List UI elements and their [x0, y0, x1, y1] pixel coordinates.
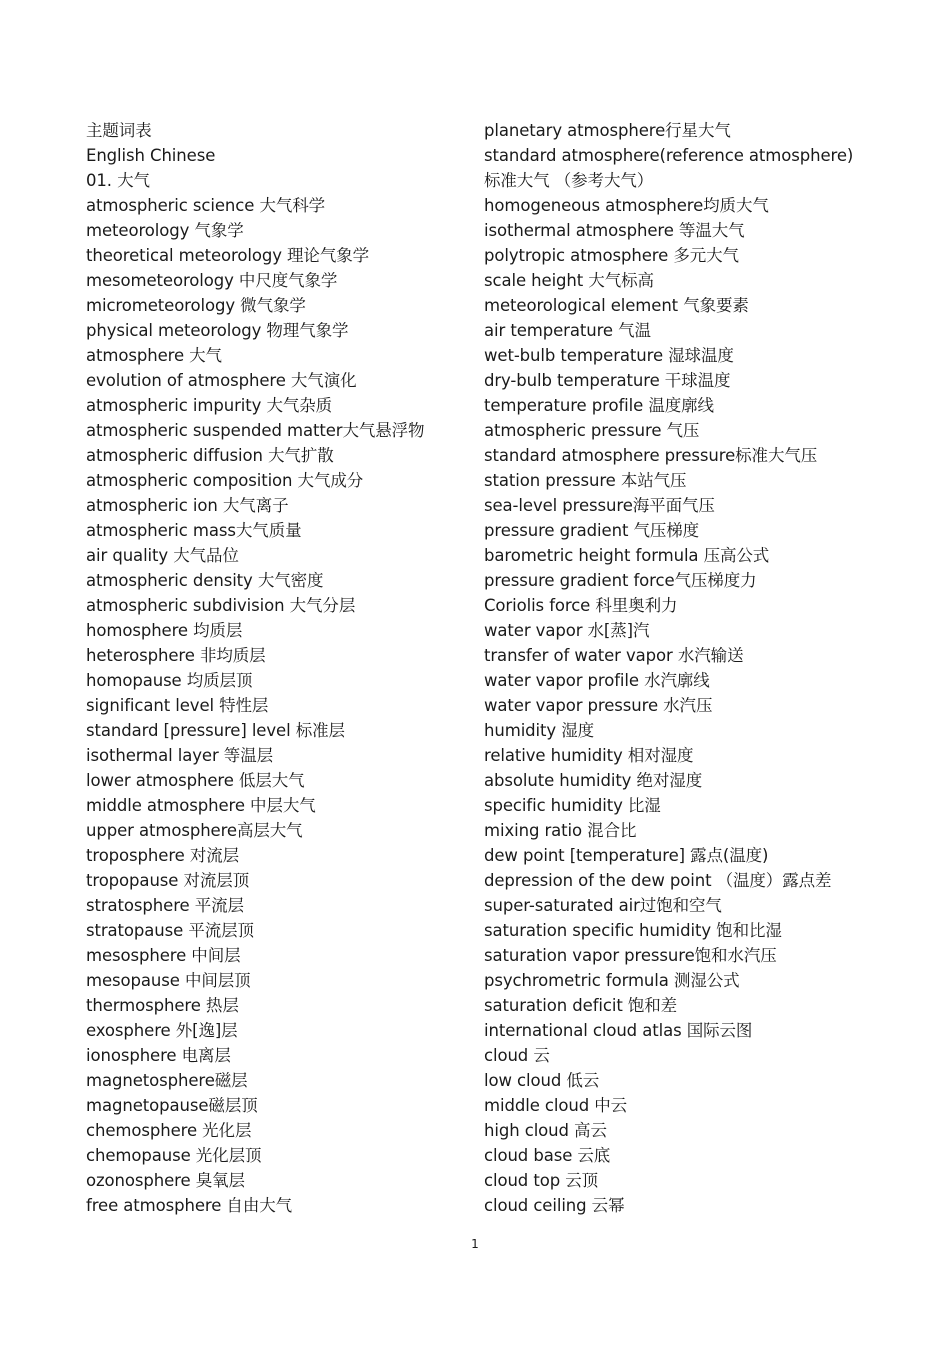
glossary-entry: atmospheric density 大气密度: [86, 571, 324, 590]
glossary-entry: sea-level pressure海平面气压: [484, 496, 715, 515]
glossary-entry: wet-bulb temperature 湿球温度: [484, 346, 734, 365]
glossary-entry: mesopause 中间层顶: [86, 971, 251, 990]
glossary-entry: homogeneous atmosphere均质大气: [484, 196, 769, 215]
glossary-entry: cloud 云: [484, 1046, 550, 1065]
glossary-entry: mesometeorology 中尺度气象学: [86, 271, 338, 290]
glossary-entry: 主题词表: [86, 121, 152, 140]
glossary-entry: temperature profile 温度廓线: [484, 396, 714, 415]
glossary-entry: absolute humidity 绝对湿度: [484, 771, 703, 790]
glossary-entry: stratopause 平流层顶: [86, 921, 254, 940]
glossary-entry: air temperature 气温: [484, 321, 651, 340]
glossary-entry: middle cloud 中云: [484, 1096, 628, 1115]
glossary-entry: depression of the dew point （温度）露点差: [484, 871, 832, 890]
glossary-entry: tropopause 对流层顶: [86, 871, 250, 890]
glossary-entry: atmospheric suspended matter大气悬浮物: [86, 421, 425, 440]
glossary-entry: homosphere 均质层: [86, 621, 243, 640]
glossary-entry: transfer of water vapor 水汽输送: [484, 646, 744, 665]
glossary-entry: thermosphere 热层: [86, 996, 239, 1015]
glossary-entry: barometric height formula 压高公式: [484, 546, 770, 565]
glossary-entry: physical meteorology 物理气象学: [86, 321, 349, 340]
glossary-entry: pressure gradient 气压梯度: [484, 521, 700, 540]
glossary-entry: water vapor 水[蒸]汽: [484, 621, 650, 640]
glossary-entry: chemosphere 光化层: [86, 1121, 252, 1140]
glossary-entry: 01. 大气: [86, 171, 150, 190]
glossary-entry: free atmosphere 自由大气: [86, 1196, 293, 1215]
glossary-entry: atmosphere 大气: [86, 346, 222, 365]
glossary-entry: standard atmosphere pressure标准大气压: [484, 446, 818, 465]
glossary-entry: atmospheric science 大气科学: [86, 196, 326, 215]
glossary-entry: exosphere 外[逸]层: [86, 1021, 238, 1040]
glossary-entry: stratosphere 平流层: [86, 896, 244, 915]
glossary-entry: scale height 大气标高: [484, 271, 654, 290]
glossary-entry: significant level 特性层: [86, 696, 269, 715]
glossary-entry: meteorological element 气象要素: [484, 296, 749, 315]
glossary-entry: atmospheric diffusion 大气扩散: [86, 446, 334, 465]
glossary-entry: dry-bulb temperature 干球温度: [484, 371, 731, 390]
glossary-entry: atmospheric pressure 气压: [484, 421, 700, 440]
glossary-entry: station pressure 本站气压: [484, 471, 687, 490]
glossary-entry: mesosphere 中间层: [86, 946, 241, 965]
glossary-entry: saturation deficit 饱和差: [484, 996, 678, 1015]
glossary-entry: standard atmosphere(reference atmosphere) 标准大气 （参考大气）: [484, 146, 854, 190]
right-term-column: [484, 118, 872, 1218]
glossary-entry: homopause 均质层顶: [86, 671, 253, 690]
glossary-entry: ionosphere 电离层: [86, 1046, 231, 1065]
glossary-entry: troposphere 对流层: [86, 846, 240, 865]
glossary-entry: water vapor profile 水汽廓线: [484, 671, 710, 690]
glossary-entry: heterosphere 非均质层: [86, 646, 266, 665]
glossary-entry: humidity 湿度: [484, 721, 595, 740]
glossary-entry: middle atmosphere 中层大气: [86, 796, 316, 815]
glossary-entry: isothermal atmosphere 等温大气: [484, 221, 745, 240]
glossary-entry: water vapor pressure 水汽压: [484, 696, 713, 715]
glossary-entry: low cloud 低云: [484, 1071, 600, 1090]
glossary-entry: chemopause 光化层顶: [86, 1146, 262, 1165]
glossary-entry: atmospheric mass大气质量: [86, 521, 302, 540]
glossary-entry: English Chinese: [86, 146, 216, 165]
glossary-entry: upper atmosphere高层大气: [86, 821, 303, 840]
glossary-entry: psychrometric formula 测湿公式: [484, 971, 740, 990]
glossary-entry: magnetopause磁层顶: [86, 1096, 258, 1115]
glossary-entry: saturation specific humidity 饱和比湿: [484, 921, 782, 940]
glossary-entry: atmospheric subdivision 大气分层: [86, 596, 356, 615]
glossary-entry: magnetosphere磁层: [86, 1071, 248, 1090]
glossary-entry: meteorology 气象学: [86, 221, 244, 240]
glossary-entry: super-saturated air过饱和空气: [484, 896, 722, 915]
glossary-entry: theoretical meteorology 理论气象学: [86, 246, 370, 265]
glossary-entry: standard [pressure] level 标准层: [86, 721, 345, 740]
glossary-entry: cloud ceiling 云幂: [484, 1196, 625, 1215]
glossary-entry: pressure gradient force气压梯度力: [484, 571, 757, 590]
glossary-entry: relative humidity 相对湿度: [484, 746, 694, 765]
glossary-entry: dew point [temperature] 露点(温度): [484, 846, 769, 865]
glossary-entry: international cloud atlas 国际云图: [484, 1021, 753, 1040]
glossary-entry: polytropic atmosphere 多元大气: [484, 246, 739, 265]
glossary-entry: cloud top 云顶: [484, 1171, 599, 1190]
glossary-entry: mixing ratio 混合比: [484, 821, 637, 840]
glossary-entry: cloud base 云底: [484, 1146, 611, 1165]
glossary-entry: lower atmosphere 低层大气: [86, 771, 305, 790]
glossary-entry: atmospheric impurity 大气杂质: [86, 396, 333, 415]
glossary-entry: evolution of atmosphere 大气演化: [86, 371, 357, 390]
glossary-entry: air quality 大气品位: [86, 546, 239, 565]
glossary-entry: ozonosphere 臭氧层: [86, 1171, 245, 1190]
glossary-entry: high cloud 高云: [484, 1121, 607, 1140]
glossary-entry: isothermal layer 等温层: [86, 746, 274, 765]
glossary-entry: micrometeorology 微气象学: [86, 296, 306, 315]
page-number: 1: [471, 1237, 479, 1251]
glossary-entry: atmospheric composition 大气成分: [86, 471, 364, 490]
glossary-entry: saturation vapor pressure饱和水汽压: [484, 946, 777, 965]
glossary-entry: Coriolis force 科里奥利力: [484, 596, 678, 615]
glossary-entry: specific humidity 比湿: [484, 796, 661, 815]
left-term-column: [86, 118, 461, 1218]
glossary-entry: planetary atmosphere行星大气: [484, 121, 731, 140]
glossary-entry: atmospheric ion 大气离子: [86, 496, 289, 515]
